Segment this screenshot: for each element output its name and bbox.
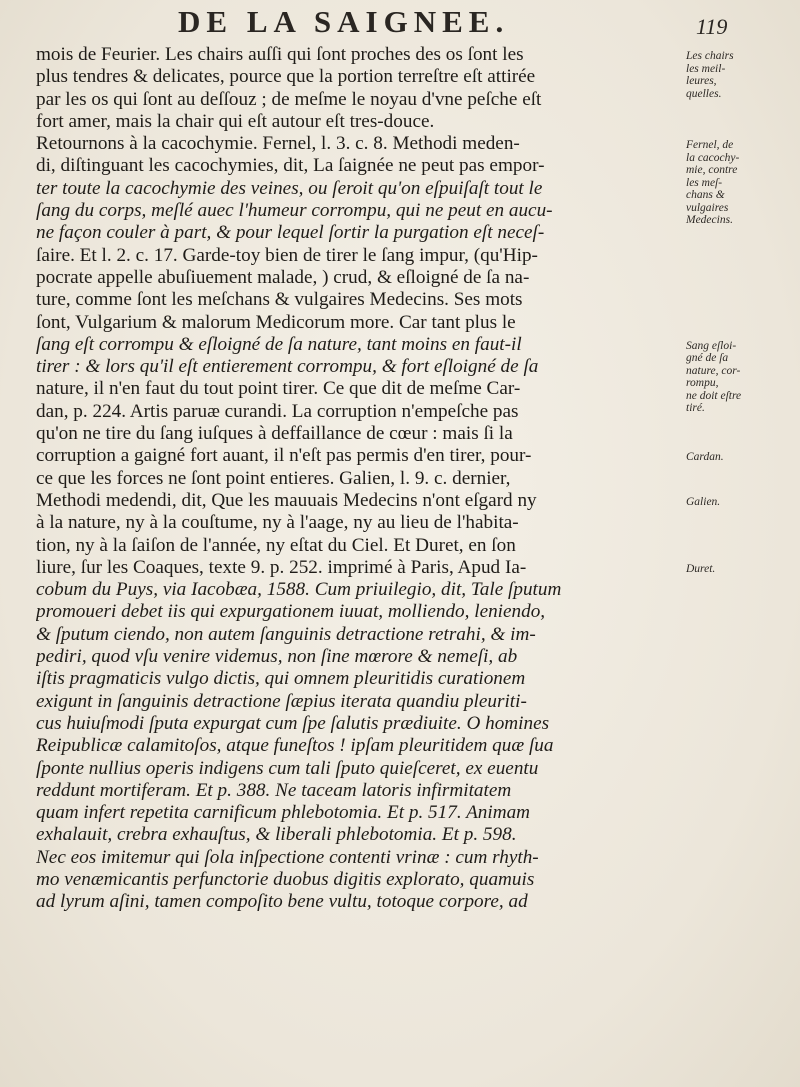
margin-note-line: Les chairs [686, 50, 734, 62]
text-line: iſtis pragmaticis vulgo dictis, qui omnem pleuritidis curationem [36, 668, 526, 690]
text-line: cobum du Puys, via Iacobæa, 1588. Cum priuilegio, dit, Tale ſputum [36, 579, 562, 601]
margin-note-line: ne doit eſtre [686, 389, 742, 402]
text-line: mo venæmicantis perfunctorie duobus digitis explorato, quamuis [36, 868, 535, 890]
margin-note-line: rompu, [686, 377, 719, 390]
text-line: corruption a gaigné fort auant, il n'eſt pas permis d'en tirer, pour- [36, 445, 532, 467]
text-line: ture, comme ſont les meſchans & vulgaires Medecins. Ses mots [36, 289, 523, 311]
margin-note-line: tiré. [686, 402, 705, 415]
text-line: ſont, Vulgarium & malorum Medicorum more. Car tant plus le [36, 311, 516, 333]
margin-note-line: Fernel, de [686, 139, 734, 152]
text-line: par les os qui ſont au deſſouz ; de meſme le noyau d'vne peſche eſt [36, 88, 542, 110]
text-line: quam infert repetita carnificum phlebotomia. Et p. 517. Animam [36, 802, 531, 824]
text-line: ter toute la cacochymie des veines, ou ſeroit qu'on eſpuiſaſt tout le [36, 177, 543, 199]
text-line: ſponte nullius operis indigens cum tali ſputo quieſceret, ex euentu [36, 757, 539, 779]
margin-note-line: les meil- [686, 62, 726, 75]
text-line: ſang du corps, meſlé auec l'humeur corrompu, qui ne peut en aucu- [36, 200, 553, 222]
text-line: tirer : & lors qu'il eſt entierement corrompu, & fort eſloigné de ſa [36, 356, 539, 378]
margin-note-line: quelles. [686, 87, 722, 100]
text-line: mois de Feurier. Les chairs auſſi qui ſont proches des os ſont les [36, 44, 524, 65]
running-head [0, 4, 800, 44]
text-line: pocrate appelle abuſiuement malade, ) crud, & eſloigné de ſa na- [36, 266, 530, 288]
margin-note-line: mie, contre [686, 164, 738, 177]
text-line: plus tendres & delicates, pource que la portion terreſtre eſt attirée [36, 66, 536, 88]
body-text [36, 44, 684, 914]
text-line: pediri, quod vſu venire videmus, non ſine mœrore & nemeſi, ab [36, 646, 518, 668]
text-line: dan, p. 224. Artis paruæ curandi. La corruption n'empeſche pas [36, 400, 519, 422]
text-line: ce que les forces ne ſont point entieres. Galien, l. 9. c. dernier, [36, 467, 511, 489]
margin-note-line: leures, [686, 75, 717, 87]
running-head-title: DE LA SAIGNEE. [178, 4, 510, 39]
text-line: promoueri debet iis qui expurgationem iuuat, molliendo, leniendo, [36, 601, 546, 623]
margin-note-line: Sang eſloi- [686, 339, 737, 352]
margin-note [686, 496, 792, 509]
text-line: à la nature, ny à la couſtume, ny à l'aage, ny au lieu de l'habita- [36, 512, 519, 534]
margin-note-line: chans & [686, 189, 725, 202]
text-line: Retournons à la cacochymie. Fernel, l. 3. c. 8. Methodi meden- [36, 133, 520, 155]
margin-note-line: Cardan. [686, 451, 724, 464]
text-line: fort amer, mais la chair qui eſt autour eſt tres-douce. [36, 110, 435, 132]
text-line: & ſputum ciendo, non autem ſanguinis detractione retrahi, & im- [36, 623, 536, 645]
margin-note [686, 563, 792, 576]
text-line: ſaire. Et l. 2. c. 17. Garde-toy bien de tirer le ſang impur, (qu'Hip- [36, 244, 538, 266]
margin-note-line: les meſ- [686, 176, 723, 189]
page-number: 119 [696, 14, 728, 39]
text-line: qu'on ne tire du ſang iuſques à deffaillance de cœur : mais ſi la [36, 423, 513, 445]
text-line: reddunt mortiferam. Et p. 388. Ne taceam latoris infirmitatem [36, 779, 512, 801]
text-line: di, diſtinguant les cacochymies, dit, La ſaignée ne peut pas empor- [36, 155, 545, 177]
margin-note [686, 50, 792, 100]
text-line: tion, ny à la ſaiſon de l'année, ny eſtat du Ciel. Et Duret, en ſon [36, 534, 516, 556]
text-line: Reipublicæ calamitoſos, atque funeſtos ! ipſam pleuritidem quæ ſua [36, 735, 554, 757]
text-line: exhalauit, crebra exhauſtus, & liberali phlebotomia. Et p. 598. [36, 824, 517, 846]
text-line: liure, ſur les Coaques, texte 9. p. 252. imprimé à Paris, Apud Ia- [36, 556, 527, 578]
text-line: ſang eſt corrompu & eſloigné de ſa nature, tant moins en faut-il [36, 333, 522, 355]
text-line: Nec eos imitemur qui ſola inſpectione contenti vrinæ : cum rhyth- [36, 846, 539, 868]
margin-note-line: gné de ſa [686, 352, 729, 365]
margin-note [686, 451, 792, 464]
text-line: ne façon couler à part, & pour lequel ſortir la purgation eſt neceſ- [36, 222, 545, 244]
text-line: nature, il n'en faut du tout point tirer. Ce que dit de meſme Car- [36, 378, 521, 400]
margin-note [686, 139, 792, 227]
text-line: exigunt in ſanguinis detractione ſæpius iterata quandiu pleuriti- [36, 690, 527, 712]
text-line: Methodi medendi, dit, Que les mauuais Medecins n'ont eſgard ny [36, 489, 537, 511]
margin-note-line: nature, cor- [686, 364, 741, 377]
margin-note [686, 340, 792, 415]
margin-note-line: la cacochy- [686, 151, 740, 164]
text-line: cus huiuſmodi ſputa expurgat cum ſpe ſalutis prædiuite. O homines [36, 712, 550, 734]
text-line: ad lyrum aſini, tamen compoſito bene vultu, totoque corpore, ad [36, 891, 528, 913]
margin-note-line: Galien. [686, 496, 721, 508]
margin-note-line: Duret. [686, 562, 716, 575]
margin-note-line: Medecins. [686, 214, 733, 227]
margin-note-line: vulgaires [686, 201, 729, 214]
